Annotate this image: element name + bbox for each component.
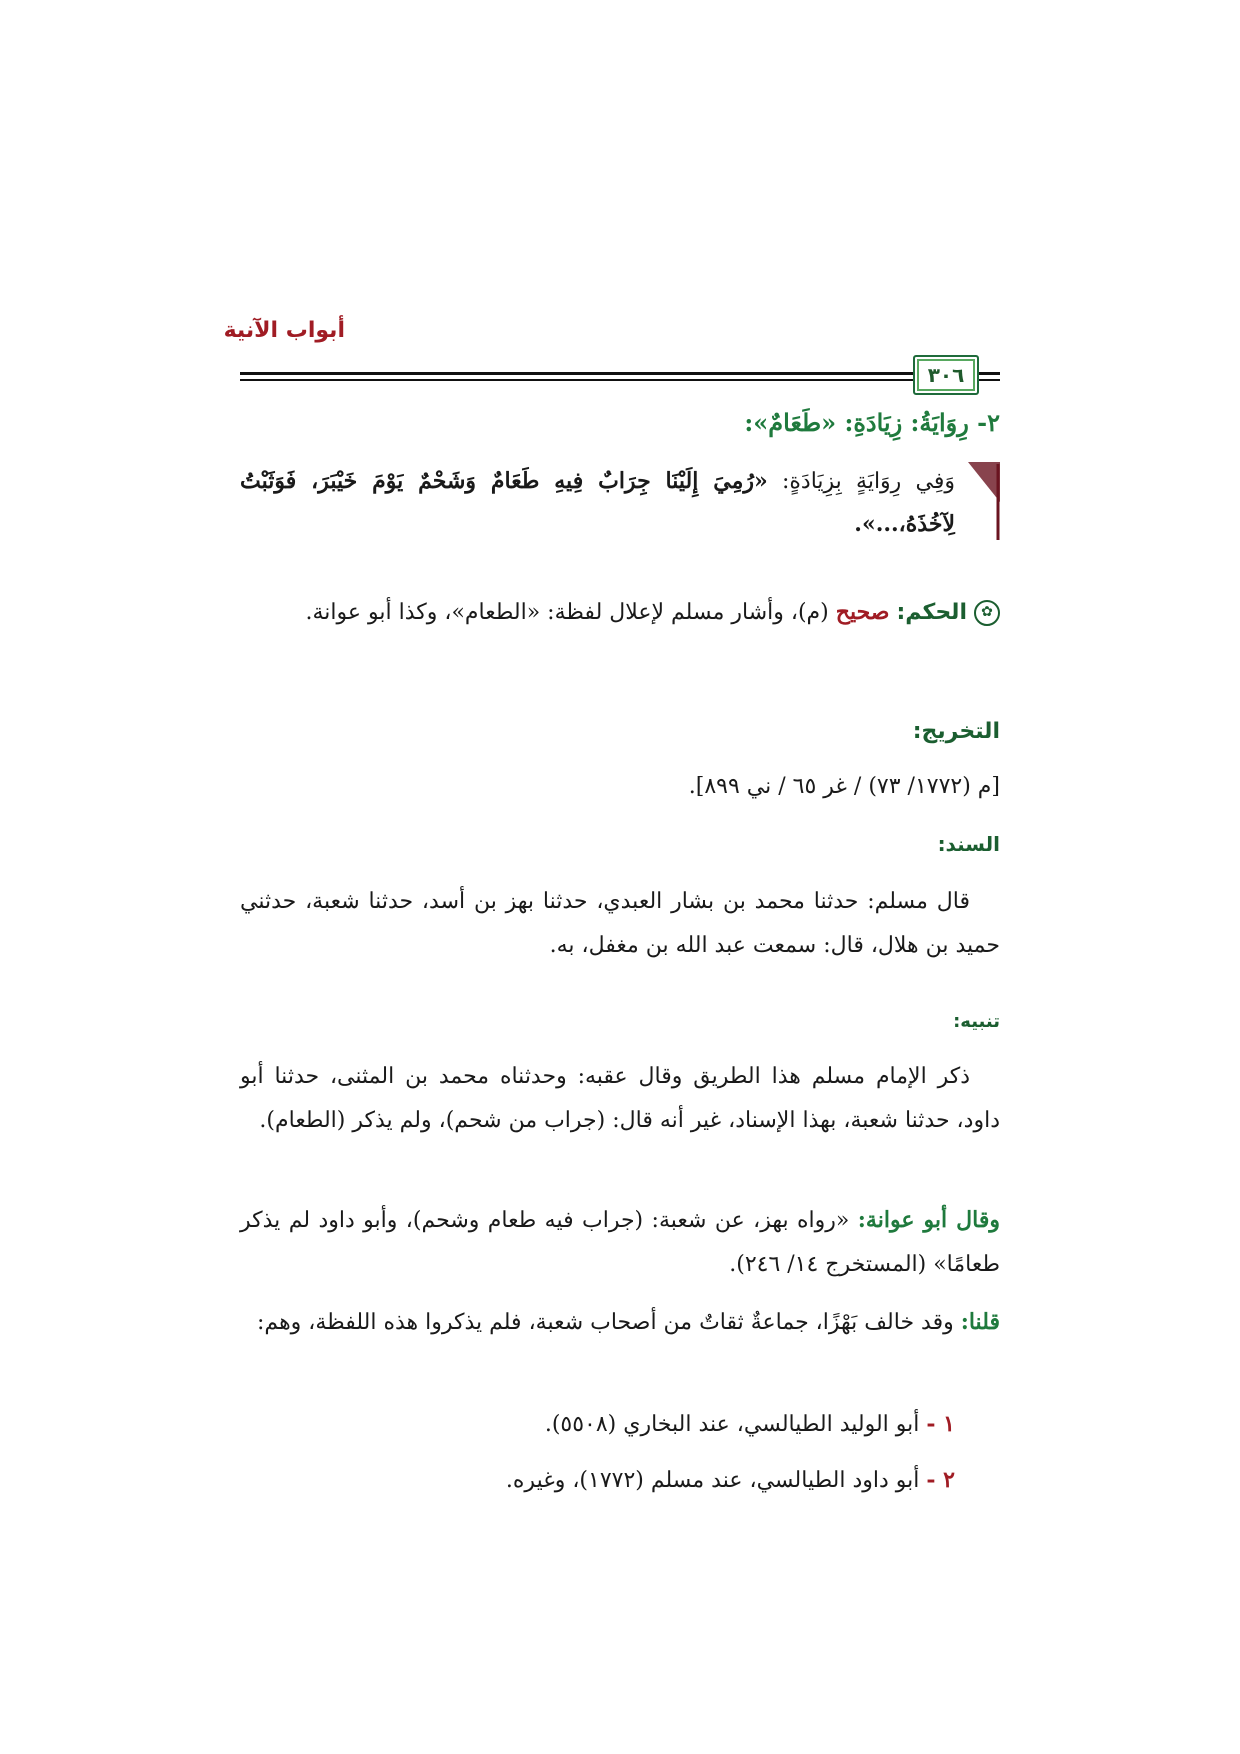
- tanbih-paragraph-2: [240, 1198, 1000, 1287]
- takhrij-text: [م (١٧٧٢/ ٧٣) / غر ٦٥ / ني ٨٩٩].: [688, 774, 1000, 799]
- list-number: ١ -: [926, 1411, 955, 1437]
- list-text: أبو الوليد الطيالسي، عند البخاري (٥٥٠٨).: [544, 1412, 927, 1437]
- header-rule-thin: [240, 379, 1000, 381]
- narration-intro: وَفِي رِوَايَةٍ بِزِيَادَةٍ:: [767, 469, 955, 494]
- list-item: [240, 1458, 955, 1503]
- ruling-label: الحكم:: [896, 600, 967, 625]
- tanbih-paragraph-1: ذكر الإمام مسلم هذا الطريق وقال عقبه: وحدثناه محمد بن المثنى، حدثنا أبو داود، حدثنا شعبة، بهذا الإسناد، غير أنه قال: (جراب من شحم)، ولم يذكر (الطعام).: [240, 1064, 1000, 1133]
- ruling-paragraph: [240, 590, 1000, 635]
- abu-awana-text: «رواه بهز، عن شعبة: (جراب فيه طعام وشحم)، وأبو داود لم يذكر طعامًا» (المستخرج ١٤/ ٢٤٦).: [240, 1208, 1000, 1277]
- sanad-heading: السند:: [937, 832, 1000, 856]
- ruling-grade: صحيح: [835, 599, 890, 625]
- qulna-text: وقد خالف بَهْزًا، جماعةٌ ثقاتٌ من أصحاب شعبة، فلم يذكروا هذه اللفظة، وهم:: [257, 1310, 961, 1335]
- section-title: ٢- رِوَايَةُ: زِيَادَةِ: «طَعَامٌ»:: [744, 408, 1000, 437]
- takhrij-heading: التخريج:: [912, 719, 1000, 744]
- list-number: ٢ -: [926, 1467, 955, 1493]
- abu-awana-label: وقال أبو عوانة:: [857, 1207, 1001, 1233]
- tanbih-paragraph-3: [240, 1300, 1000, 1345]
- header-rule-thick: [240, 372, 1000, 375]
- tanbih-heading: تنبيه:: [953, 1011, 1000, 1032]
- list-item: [240, 1402, 955, 1447]
- page-number: ٣٠٦: [927, 363, 965, 387]
- qulna-label: قلنا:: [960, 1309, 1000, 1335]
- list-text: أبو داود الطيالسي، عند مسلم (١٧٧٢)، وغيره.: [505, 1468, 927, 1493]
- running-header-title: أبواب الآنية: [223, 318, 345, 343]
- flower-icon: ✿: [974, 600, 1000, 626]
- quote-corner-icon: [968, 462, 1000, 542]
- narration-block: [240, 460, 955, 546]
- page-number-box: [913, 355, 979, 395]
- ruling-text: (م)، وأشار مسلم لإعلال لفظة: «الطعام»، وكذا أبو عوانة.: [305, 600, 836, 625]
- narration-text: «رُمِيَ إِلَيْنَا جِرَابٌ فِيهِ طَعَامٌ وَشَحْمٌ يَوْمَ خَيْبَرَ، فَوَثَبْتُ لِآخُذَهُ،...».: [240, 468, 955, 537]
- sanad-text: قال مسلم: حدثنا محمد بن بشار العبدي، حدثنا بهز بن أسد، حدثنا شعبة، حدثني حميد بن هلال، قال: سمعت عبد الله بن مغفل، به.: [240, 889, 1000, 958]
